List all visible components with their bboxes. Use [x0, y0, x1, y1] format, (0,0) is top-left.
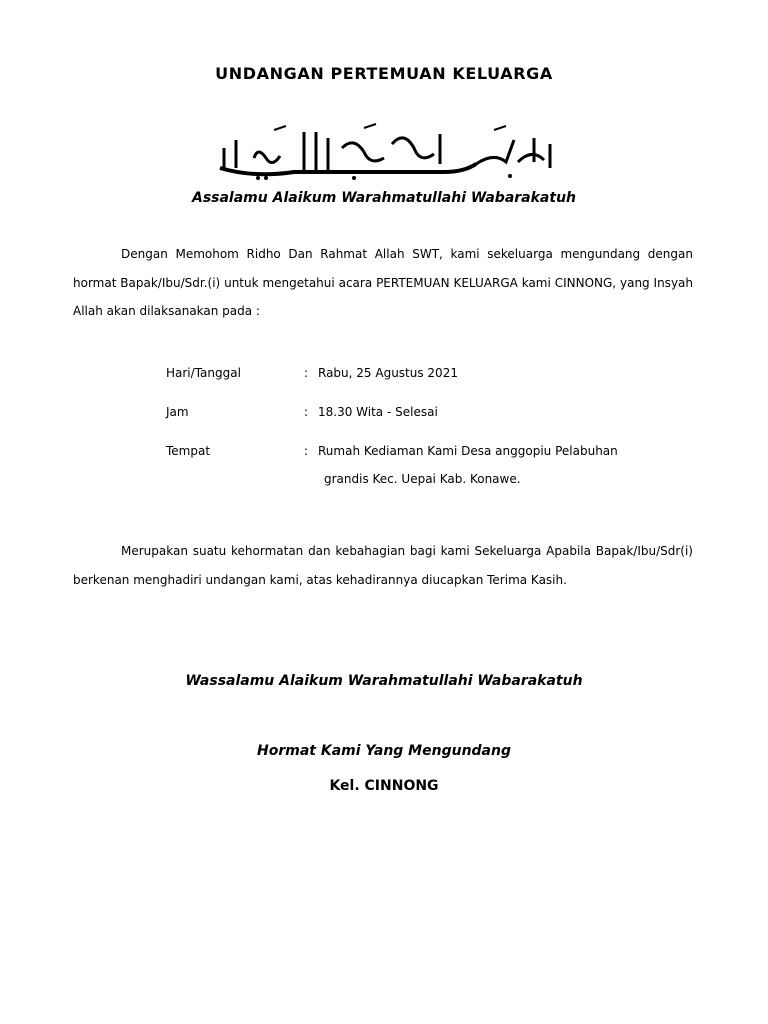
bismillah-text: بسم الله الرحمن الرحيم — [386, 182, 397, 183]
paragraph-invitation-text: Dengan Memohom Ridho Dan Rahmat Allah SWT, kami sekeluarga mengundang dengan hormat Bapak/Ibu/Sdr.(i) untuk mengetahui acara PERTEMUAN KELUARGA kami CINNONG, yang Insyah Allah akan dilaksanakan pada : — [73, 247, 693, 318]
family-name: Kel. CINNONG — [329, 778, 439, 794]
closing-greeting: Wassalamu Alaikum Warahmatullahi Wabarakatuh — [185, 673, 583, 689]
signature-line: Hormat Kami Yang Mengundang — [257, 743, 511, 759]
paragraph-invitation — [73, 240, 693, 326]
detail-sep-day: : — [304, 366, 309, 380]
document-title: UNDANGAN PERTEMUAN KELUARGA — [215, 64, 553, 83]
detail-label-place: Tempat — [166, 444, 211, 458]
detail-value-time: 18.30 Wita - Selesai — [318, 405, 438, 419]
detail-sep-place: : — [304, 444, 309, 458]
detail-value-place-line2: grandis Kec. Uepai Kab. Konawe. — [324, 472, 521, 486]
detail-value-day: Rabu, 25 Agustus 2021 — [318, 366, 458, 380]
paragraph-thanks — [73, 537, 693, 594]
bismillah-calligraphy — [214, 118, 558, 184]
detail-sep-time: : — [304, 405, 309, 419]
detail-value-place-line1: Rumah Kediaman Kami Desa anggopiu Pelabuhan — [318, 444, 618, 458]
opening-greeting: Assalamu Alaikum Warahmatullahi Wabarakatuh — [191, 190, 577, 206]
detail-label-day: Hari/Tanggal — [166, 366, 241, 380]
detail-label-time: Jam — [166, 405, 189, 419]
paragraph-thanks-text: Merupakan suatu kehormatan dan kebahagian bagi kami Sekeluarga Apabila Bapak/Ibu/Sdr(i) berkenan menghadiri undangan kami, atas kehadirannya diucapkan Terima Kasih. — [73, 544, 693, 587]
